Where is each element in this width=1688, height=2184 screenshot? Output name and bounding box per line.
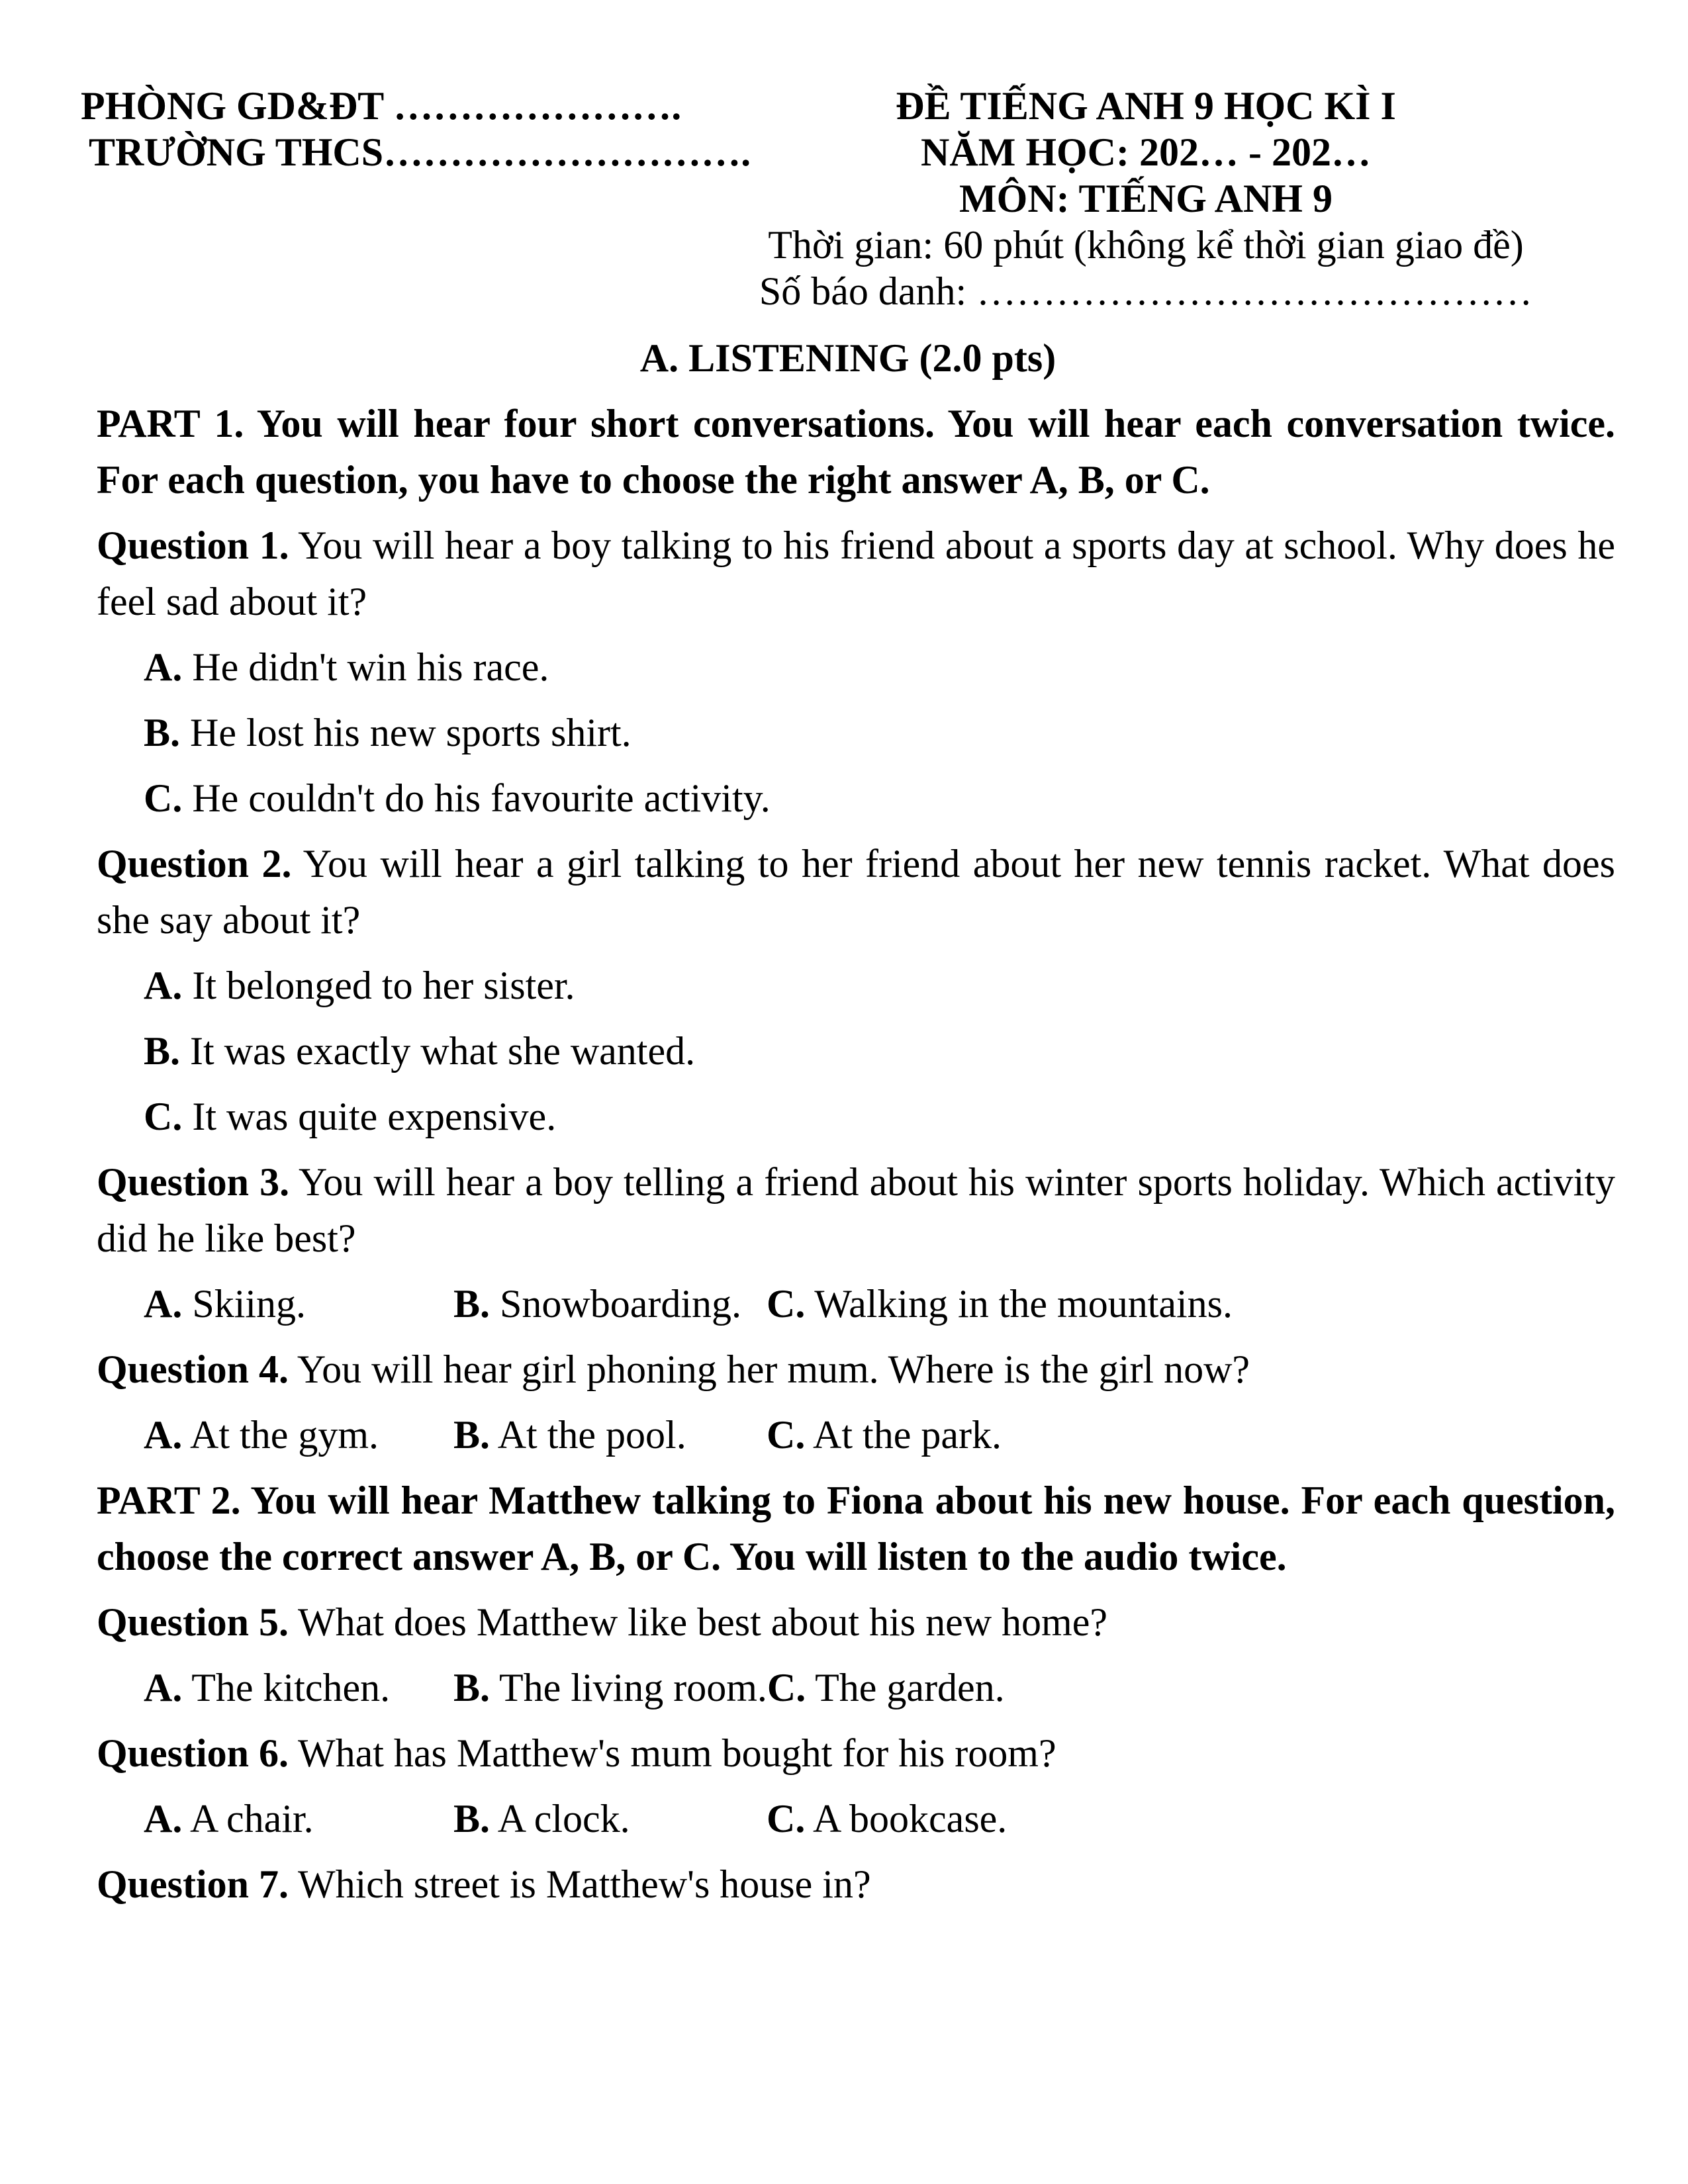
option-c-text: Walking in the mountains.: [805, 1282, 1233, 1326]
option-c-letter: C.: [144, 1095, 183, 1138]
option-b-text: It was exactly what she wanted.: [180, 1029, 696, 1073]
question-4: [97, 1342, 1615, 1398]
question-4-option-a: [144, 1407, 453, 1463]
section-a-title: A. LISTENING (2.0 pts): [639, 336, 1056, 380]
question-1-option-b: [97, 705, 1615, 761]
question-3-option-c: [767, 1276, 1233, 1332]
question-4-option-c: [767, 1407, 1002, 1463]
question-4-option-b: [453, 1407, 767, 1463]
question-7: [97, 1856, 1615, 1913]
option-b-text: The living room.: [490, 1666, 767, 1709]
question-4-text: You will hear girl phoning her mum. Where is the girl now?: [289, 1347, 1250, 1391]
question-2-option-b: [97, 1023, 1615, 1079]
question-1: [97, 518, 1615, 630]
option-b-letter: B.: [453, 1797, 491, 1841]
question-3-option-a: [144, 1276, 453, 1332]
question-5: [97, 1594, 1615, 1651]
question-3: [97, 1154, 1615, 1267]
question-3-text: You will hear a boy telling a friend about his winter sports holiday. Which activity did he like best?: [97, 1160, 1615, 1260]
option-a-letter: A.: [144, 1413, 183, 1457]
option-a-text: Skiing.: [182, 1282, 306, 1326]
option-c-text: The garden.: [806, 1666, 1005, 1709]
question-5-option-c: [767, 1660, 1005, 1716]
department-line: PHÒNG GD&ĐT ………………….: [81, 84, 682, 128]
option-a-text: It belonged to her sister.: [182, 964, 575, 1007]
question-2-text: You will hear a girl talking to her friend about her new tennis racket. What does she say about it?: [97, 842, 1615, 942]
question-4-label: Question 4.: [97, 1347, 289, 1391]
option-a-letter: A.: [144, 964, 183, 1007]
option-a-text: At the gym.: [182, 1413, 379, 1457]
option-a-text: The kitchen.: [182, 1666, 391, 1709]
question-6-options: [97, 1791, 1615, 1847]
option-b-letter: B.: [144, 1029, 181, 1073]
question-5-option-a: [144, 1660, 453, 1716]
question-1-label: Question 1.: [97, 523, 289, 567]
option-a-letter: A.: [144, 645, 183, 689]
option-c-letter: C.: [767, 1413, 806, 1457]
question-7-label: Question 7.: [97, 1862, 289, 1906]
question-5-option-b: [453, 1660, 767, 1716]
header-right-block: [677, 83, 1615, 314]
option-b-letter: B.: [453, 1282, 491, 1326]
school-year: NĂM HỌC: 202… - 202…: [921, 130, 1371, 174]
question-6-label: Question 6.: [97, 1731, 289, 1775]
option-b-letter: B.: [453, 1666, 491, 1709]
question-1-option-a: [97, 639, 1615, 696]
part2-instructions: PART 2. You will hear Matthew talking to Fiona about his new house. For each question, choose the correct answer A, B, or C. You will listen to the audio twice.: [97, 1479, 1615, 1578]
question-5-text: What does Matthew like best about his new home?: [289, 1600, 1107, 1644]
subject-line: MÔN: TIẾNG ANH 9: [959, 177, 1333, 220]
option-b-text: At the pool.: [490, 1413, 686, 1457]
option-c-text: It was quite expensive.: [182, 1095, 557, 1138]
question-1-option-c: [97, 770, 1615, 827]
duration-line: Thời gian: 60 phút (không kể thời gian giao đề): [768, 223, 1524, 267]
question-6-option-b: [453, 1791, 767, 1847]
question-2: [97, 836, 1615, 948]
question-2-option-c: [97, 1089, 1615, 1145]
option-c-text: He couldn't do his favourite activity.: [182, 776, 771, 820]
document-header: [81, 83, 1615, 314]
option-c-letter: C.: [767, 1666, 806, 1709]
question-3-options: [97, 1276, 1615, 1332]
option-b-text: Snowboarding.: [490, 1282, 742, 1326]
question-4-options: [97, 1407, 1615, 1463]
school-line: TRƯỜNG THCS……………………….: [89, 130, 751, 174]
exam-title: ĐỀ TIẾNG ANH 9 HỌC KÌ I: [896, 84, 1396, 128]
question-5-options: [97, 1660, 1615, 1716]
candidate-number-line: Số báo danh: ……………………………………: [759, 269, 1533, 313]
option-a-text: He didn't win his race.: [182, 645, 549, 689]
option-c-text: A bookcase.: [805, 1797, 1008, 1841]
option-a-letter: A.: [144, 1797, 183, 1841]
option-c-letter: C.: [767, 1797, 806, 1841]
question-1-text: You will hear a boy talking to his friend about a sports day at school. Why does he feel sad about it?: [97, 523, 1615, 623]
option-c-text: At the park.: [805, 1413, 1002, 1457]
question-6-option-a: [144, 1791, 453, 1847]
option-a-letter: A.: [144, 1282, 183, 1326]
part1-instructions: PART 1. You will hear four short conversations. You will hear each conversation twice. For each question, you have to choose the right answer A, B, or C.: [97, 402, 1615, 502]
question-6: [97, 1725, 1615, 1782]
option-c-letter: C.: [144, 776, 183, 820]
question-7-text: Which street is Matthew's house in?: [289, 1862, 871, 1906]
question-3-label: Question 3.: [97, 1160, 290, 1204]
question-3-option-b: [453, 1276, 767, 1332]
option-b-letter: B.: [453, 1413, 491, 1457]
option-b-text: A clock.: [490, 1797, 630, 1841]
question-2-label: Question 2.: [97, 842, 292, 886]
option-b-text: He lost his new sports shirt.: [180, 711, 632, 754]
exam-body: [97, 396, 1615, 1913]
question-6-text: What has Matthew's mum bought for his room?: [289, 1731, 1056, 1775]
question-6-option-c: [767, 1791, 1007, 1847]
option-c-letter: C.: [767, 1282, 806, 1326]
option-a-text: A chair.: [182, 1797, 314, 1841]
question-2-option-a: [97, 958, 1615, 1014]
option-b-letter: B.: [144, 711, 181, 754]
option-a-letter: A.: [144, 1666, 183, 1709]
question-5-label: Question 5.: [97, 1600, 289, 1644]
header-left-block: [81, 83, 751, 175]
